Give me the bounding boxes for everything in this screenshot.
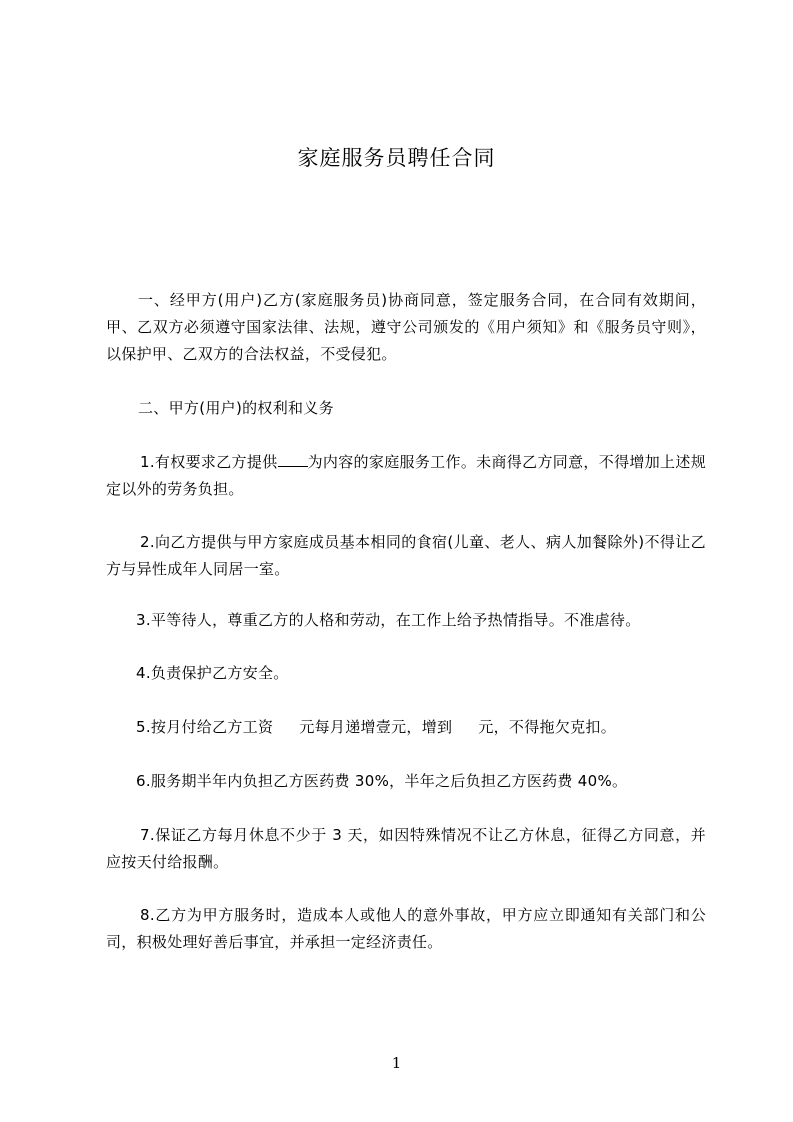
item-5-text-b: 元每月递增壹元，增到 [299, 718, 453, 736]
item-5-text-a: 5.按月付给乙方工资 [136, 718, 274, 736]
item-1 [106, 449, 706, 503]
blank-line [278, 452, 308, 467]
item-1-text-b: 为内容的家庭服务工作。未商得乙方同意，不得增加上述规定以外的劳务负担。 [106, 453, 706, 498]
document-title: 家庭服务员聘任合同 [297, 146, 496, 170]
section-2-heading: 二、甲方(用户)的权利和义务 [138, 399, 334, 417]
clause-1: 一、经甲方(用户)乙方(家庭服务员)协商同意，签定服务合同，在合同有效期间，甲、乙双方必须遵守国家法律、法规，遵守公司颁发的《用户须知》和《服务员守则》，以保护甲、乙双方的合法权益，不受侵犯。 [106, 291, 706, 363]
item-7: 7.保证乙方每月休息不少于 3 天，如因特殊情况不让乙方休息，征得乙方同意，并应按天付给报酬。 [106, 826, 706, 871]
item-8: 8.乙方为甲方服务时，造成本人或他人的意外事故，甲方应立即通知有关部门和公司，积极处理好善后事宜，并承担一定经济责任。 [106, 906, 706, 951]
item-3: 3.平等待人，尊重乙方的人格和劳动，在工作上给予热情指导。不准虐待。 [136, 611, 641, 629]
item-5 [106, 714, 706, 741]
item-6: 6.服务期半年内负担乙方医药费 30%，半年之后负担乙方医药费 40%。 [136, 772, 628, 790]
item-2: 2.向乙方提供与甲方家庭成员基本相同的食宿(儿童、老人、病人加餐除外)不得让乙方与异性成年人同居一室。 [106, 533, 706, 578]
item-1-text-a: 1.有权要求乙方提供 [140, 453, 278, 471]
item-5-text-c: 元，不得拖欠克扣。 [478, 718, 617, 736]
page-number: 1 [391, 1054, 402, 1072]
item-4: 4.负责保护乙方安全。 [136, 664, 289, 682]
